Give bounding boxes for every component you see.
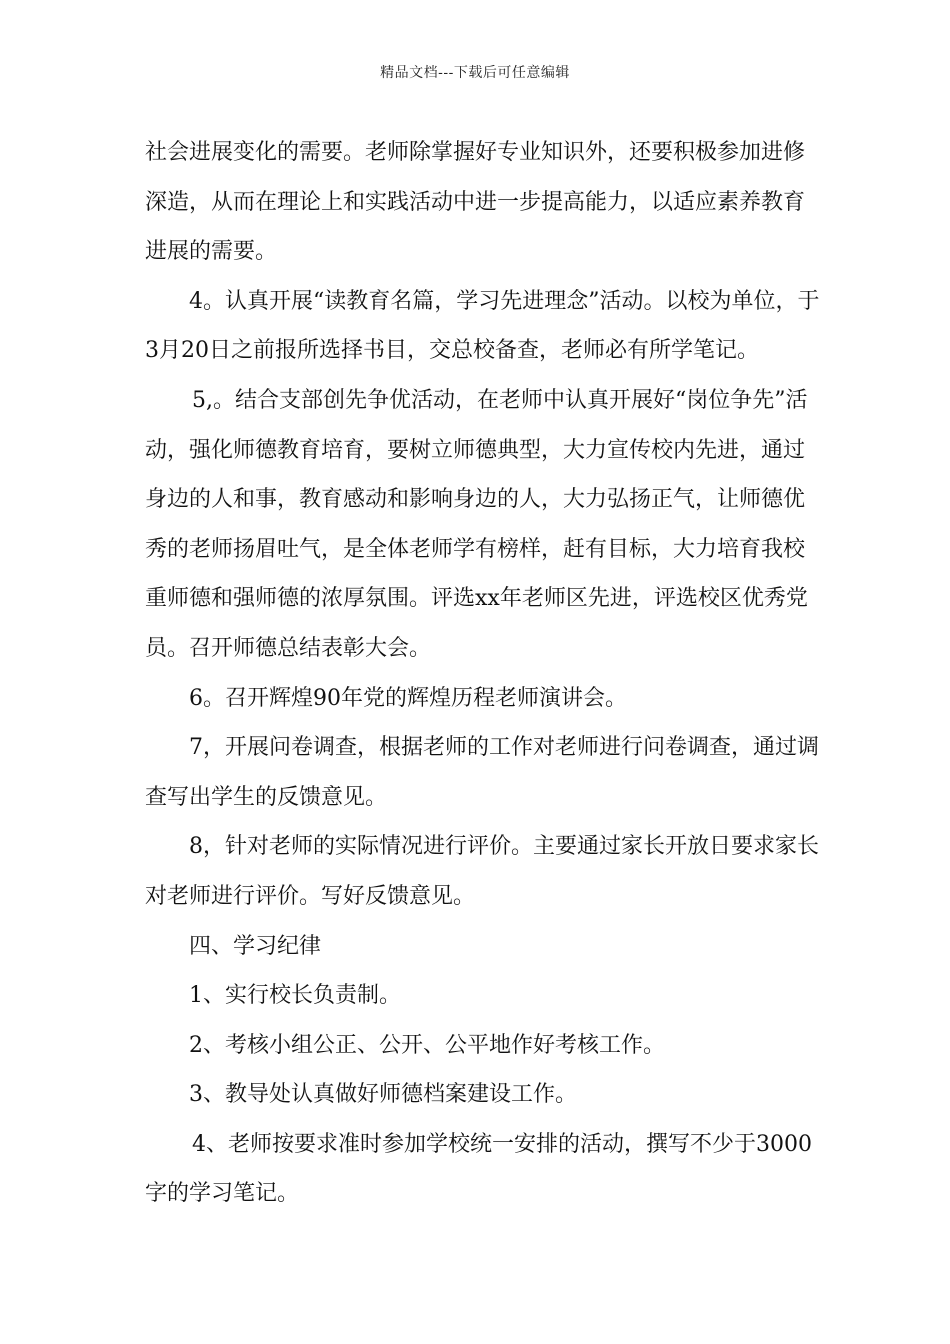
section-heading-study-discipline: 四、学习纪律 xyxy=(189,933,322,959)
paragraph-item-8: 8，针对老师的实际情况进行评价。主要通过家长开放日要求家长对老师进行评价。写好反馈意见。 xyxy=(145,834,819,909)
paragraph-item-6: 6。召开辉煌90年党的辉煌历程老师演讲会。 xyxy=(189,685,627,711)
discipline-item-2: 2、考核小组公正、公开、公平地作好考核工作。 xyxy=(189,1032,665,1058)
discipline-item-3: 3、教导处认真做好师德档案建设工作。 xyxy=(189,1082,577,1108)
discipline-item-4: 4、老师按要求准时参加学校统一安排的活动，撰写不少于3000字的学习笔记。 xyxy=(145,1131,812,1207)
paragraph-item-5: 5,。结合支部创先争优活动，在老师中认真开展好“岗位争先”活动，强化师德教育培育，要树立师德典型，大力宣传校内先进，通过身边的人和事，教育感动和影响身边的人，大力弘扬正气，让师德优秀的老师扬眉吐气，是全体老师学有榜样，赶有目标，大力培育我校重师德和强师德的浓厚氛围。评选xx年老师区先进，评选校区优秀党员。召开师德总结表彰大会。 xyxy=(145,387,808,661)
paragraph-continuation: 社会进展变化的需要。老师除掌握好专业知识外，还要积极参加进修深造，从而在理论上和实践活动中进一步提高能力，以适应素养教育进展的需要。 xyxy=(145,140,806,265)
paragraph-item-7: 7，开展问卷调查，根据老师的工作对老师进行问卷调查，通过调查写出学生的反馈意见。 xyxy=(145,735,819,810)
discipline-item-1: 1、实行校长负责制。 xyxy=(189,983,401,1009)
paragraph-item-4: 4。认真开展“读教育名篇，学习先进理念”活动。以校为单位，于3月20日之前报所选择书目，交总校备查，老师必有所学笔记。 xyxy=(145,288,820,364)
document-body xyxy=(145,128,825,1219)
page-header: 精品文档---下载后可任意编辑 xyxy=(380,65,570,81)
